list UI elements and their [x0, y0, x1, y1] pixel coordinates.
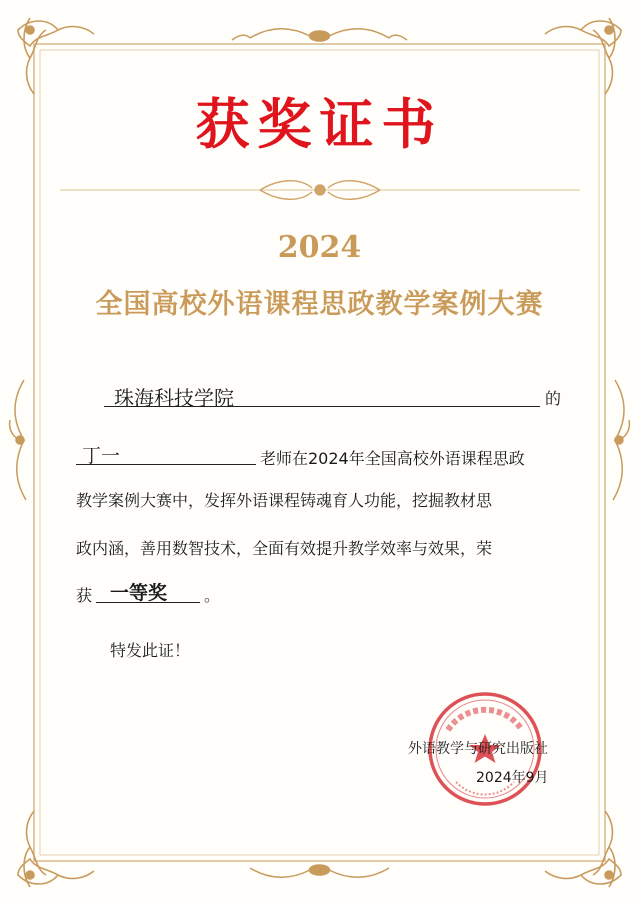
awarded-prefix: 获	[76, 586, 93, 605]
institution-name: 珠海科技学院	[114, 386, 234, 410]
issuer-name: 外语教学与研究出版社	[408, 741, 548, 757]
institution-underline	[104, 406, 540, 407]
teacher-name: 丁一	[82, 445, 121, 467]
prize-level: 一等奖	[110, 582, 168, 604]
issue-date: 2024年9月	[476, 770, 549, 786]
teacher-underline	[76, 464, 256, 465]
contest-year: 2024	[277, 230, 362, 265]
certificate-title: 获奖证书	[195, 92, 444, 156]
citation-line-1: 老师在2024年全国高校外语课程思政	[260, 449, 525, 468]
closing-statement: 特发此证！	[110, 641, 191, 660]
prize-underline	[96, 602, 200, 603]
citation-line-2: 教学案例大赛中，发挥外语课程铸魂育人功能，挖掘教材思	[76, 491, 493, 510]
contest-name: 全国高校外语课程思政教学案例大赛	[95, 289, 544, 320]
title-divider-ornament	[60, 168, 580, 212]
citation-line-3: 政内涵，善用数智技术，全面有效提升教学效率与效果，荣	[76, 539, 493, 558]
of-suffix: 的	[545, 389, 562, 408]
prize-period: 。	[204, 586, 221, 605]
